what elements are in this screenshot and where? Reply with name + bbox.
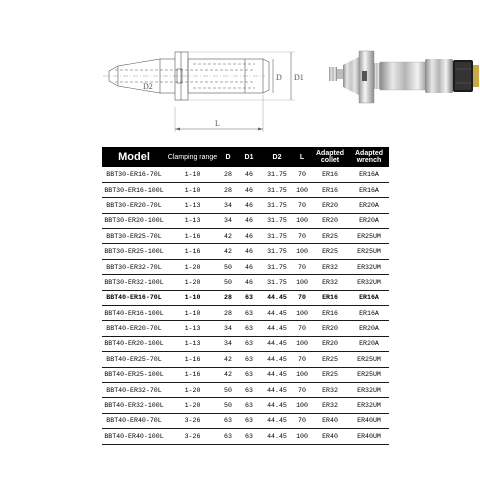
cell-model: BBT40-ER20-100L [102,336,166,351]
cell-l: 100 [293,429,311,444]
cell-clamping-range: 1-10 [166,290,219,305]
cell-d: 50 [219,398,237,413]
cell-d2: 31.75 [261,198,293,213]
cell-adapted-wrench: ER20A [349,213,389,228]
cell-d1: 63 [237,429,261,444]
cell-l: 100 [293,367,311,382]
table-row [102,259,389,274]
cell-d2: 31.75 [261,259,293,274]
cell-clamping-range: 1-10 [166,182,219,197]
cell-d1: 63 [237,413,261,428]
table-row [102,367,389,382]
cell-l: 70 [293,167,311,182]
cell-clamping-range: 1-20 [166,398,219,413]
cell-d2: 31.75 [261,275,293,290]
cell-d1: 46 [237,167,261,182]
header-clamping-range: Clamping range [167,153,218,161]
cell-l: 100 [293,182,311,197]
cell-model: BBT30-ER25-100L [102,244,166,259]
line-drawing [103,52,295,132]
cell-d2: 31.75 [261,182,293,197]
cell-l: 100 [293,244,311,259]
cell-d: 34 [219,321,237,336]
cell-d: 28 [219,167,237,182]
cell-l: 70 [293,321,311,336]
cell-adapted-collet: ER25 [311,352,349,367]
cell-adapted-collet: ER16 [311,306,349,321]
cell-model: BBT40-ER32-100L [102,398,166,413]
cell-l: 70 [293,352,311,367]
cell-l: 70 [293,229,311,244]
cell-adapted-collet: ER40 [311,413,349,428]
cell-d2: 44.45 [261,413,293,428]
cell-clamping-range: 1-20 [166,275,219,290]
cell-adapted-wrench: ER40UM [349,413,389,428]
cell-d1: 63 [237,336,261,351]
cell-adapted-wrench: ER32UM [349,382,389,397]
cell-adapted-wrench: ER25UM [349,229,389,244]
cell-clamping-range: 1-16 [166,352,219,367]
cell-l: 100 [293,398,311,413]
cell-d: 42 [219,367,237,382]
cell-d1: 63 [237,306,261,321]
cell-adapted-collet: ER25 [311,229,349,244]
cell-adapted-collet: ER16 [311,290,349,305]
cell-adapted-wrench: ER20A [349,198,389,213]
cell-d2: 44.45 [261,290,293,305]
table-row [102,275,389,290]
cell-adapted-collet: ER32 [311,259,349,274]
table-body [102,167,389,444]
cell-adapted-collet: ER16 [311,167,349,182]
cell-d2: 31.75 [261,167,293,182]
cell-d1: 63 [237,321,261,336]
cell-model: BBT30-ER32-100L [102,275,166,290]
table-row [102,413,389,428]
cell-adapted-wrench: ER40UM [349,429,389,444]
table-row [102,429,389,444]
cell-adapted-wrench: ER32UM [349,275,389,290]
cell-model: BBT40-ER40-100L [102,429,166,444]
cell-model: BBT30-ER16-100L [102,182,166,197]
cell-adapted-collet: ER16 [311,182,349,197]
cell-model: BBT40-ER40-70L [102,413,166,428]
table-row [102,336,389,351]
cell-d: 50 [219,275,237,290]
cell-d1: 63 [237,352,261,367]
cell-adapted-collet: ER20 [311,321,349,336]
cell-d2: 44.45 [261,306,293,321]
cell-model: BBT30-ER20-100L [102,213,166,228]
cell-clamping-range: 1-16 [166,244,219,259]
table-row [102,398,389,413]
cell-d1: 63 [237,290,261,305]
cell-d2: 44.45 [261,429,293,444]
cell-model: BBT40-ER25-70L [102,352,166,367]
cell-clamping-range: 1-20 [166,382,219,397]
label-d: D [276,73,282,82]
cell-d1: 46 [237,182,261,197]
header-l: L [299,153,305,161]
header-d1: D1 [244,153,254,161]
cell-d: 28 [219,290,237,305]
cell-model: BBT40-ER25-100L [102,367,166,382]
cell-adapted-wrench: ER20A [349,336,389,351]
cell-d: 28 [219,306,237,321]
cell-adapted-wrench: ER25UM [349,352,389,367]
cell-d: 42 [219,229,237,244]
cell-d1: 46 [237,244,261,259]
cell-model: BBT30-ER25-70L [102,229,166,244]
cell-d: 50 [219,259,237,274]
cell-d1: 46 [237,213,261,228]
table-row [102,244,389,259]
cell-clamping-range: 1-13 [166,321,219,336]
cell-d2: 31.75 [261,244,293,259]
cell-d1: 63 [237,382,261,397]
table-row [102,290,389,305]
tool-holder-render [329,51,479,103]
cell-l: 70 [293,413,311,428]
cell-d1: 63 [237,367,261,382]
header-adapted-wrench-line1: Adapted [355,150,383,157]
table-row [102,321,389,336]
cell-l: 100 [293,306,311,321]
cell-adapted-collet: ER32 [311,275,349,290]
cell-d2: 44.45 [261,382,293,397]
cell-d1: 46 [237,275,261,290]
cell-clamping-range: 3-26 [166,413,219,428]
cell-d: 42 [219,244,237,259]
header-adapted-collet-line2: collet [320,157,340,164]
cell-d2: 31.75 [261,213,293,228]
cell-clamping-range: 3-26 [166,429,219,444]
table-row [102,198,389,213]
cell-adapted-wrench: ER25UM [349,367,389,382]
table-row [102,352,389,367]
cell-d: 34 [219,213,237,228]
cell-adapted-collet: ER20 [311,336,349,351]
cell-l: 100 [293,275,311,290]
table-row [102,229,389,244]
cell-adapted-collet: ER25 [311,244,349,259]
cell-d2: 44.45 [261,398,293,413]
cell-d: 34 [219,198,237,213]
cell-adapted-collet: ER32 [311,398,349,413]
cell-d1: 46 [237,259,261,274]
cell-adapted-collet: ER40 [311,429,349,444]
cell-model: BBT30-ER32-70L [102,259,166,274]
table-row [102,306,389,321]
cell-model: BBT30-ER16-70L [102,167,166,182]
cell-adapted-wrench: ER16A [349,306,389,321]
cell-d: 28 [219,182,237,197]
cell-d2: 44.45 [261,321,293,336]
cell-l: 100 [293,213,311,228]
cell-adapted-collet: ER20 [311,198,349,213]
header-d: D [225,153,231,161]
label-d2: D2 [143,82,153,91]
label-l: L [215,119,220,128]
cell-d1: 63 [237,398,261,413]
cell-d2: 44.45 [261,352,293,367]
header-adapted-collet-line1: Adapted [316,150,344,157]
cell-adapted-wrench: ER16A [349,167,389,182]
label-d1: D1 [294,73,304,82]
table-row [102,167,389,182]
cell-adapted-collet: ER20 [311,213,349,228]
technical-drawing [95,45,480,145]
cell-adapted-wrench: ER16A [349,182,389,197]
cell-clamping-range: 1-13 [166,198,219,213]
cell-model: BBT40-ER32-70L [102,382,166,397]
cell-clamping-range: 1-13 [166,213,219,228]
cell-d: 50 [219,382,237,397]
cell-clamping-range: 1-10 [166,306,219,321]
cell-d1: 46 [237,229,261,244]
cell-d: 63 [219,429,237,444]
header-adapted-collet [311,147,349,167]
cell-clamping-range: 1-20 [166,259,219,274]
specifications-table [102,147,389,445]
header-adapted-wrench [349,147,389,167]
cell-model: BBT40-ER16-70L [102,290,166,305]
cell-d: 34 [219,336,237,351]
cell-adapted-collet: ER32 [311,382,349,397]
table-header-row [102,147,389,167]
cell-adapted-collet: ER25 [311,367,349,382]
cell-clamping-range: 1-10 [166,167,219,182]
cell-adapted-wrench: ER32UM [349,259,389,274]
cell-d1: 46 [237,198,261,213]
header-model: Model [118,150,150,163]
cell-adapted-wrench: ER20A [349,321,389,336]
cell-model: BBT30-ER20-70L [102,198,166,213]
cell-l: 100 [293,336,311,351]
cell-l: 70 [293,198,311,213]
table-row [102,182,389,197]
cell-d2: 44.45 [261,367,293,382]
header-d2: D2 [272,153,282,161]
cell-clamping-range: 1-16 [166,367,219,382]
cell-l: 70 [293,382,311,397]
table-row [102,382,389,397]
cell-adapted-wrench: ER25UM [349,244,389,259]
cell-adapted-wrench: ER32UM [349,398,389,413]
cell-d2: 44.45 [261,336,293,351]
cell-d: 63 [219,413,237,428]
cell-d2: 31.75 [261,229,293,244]
cell-model: BBT40-ER20-70L [102,321,166,336]
cell-clamping-range: 1-13 [166,336,219,351]
cell-clamping-range: 1-16 [166,229,219,244]
cell-l: 70 [293,259,311,274]
table-row [102,213,389,228]
tool-holder-diagram [95,45,480,145]
cell-adapted-wrench: ER16A [349,290,389,305]
cell-l: 70 [293,290,311,305]
cell-model: BBT40-ER16-100L [102,306,166,321]
cell-d: 42 [219,352,237,367]
header-adapted-wrench-line2: wrench [356,157,382,164]
